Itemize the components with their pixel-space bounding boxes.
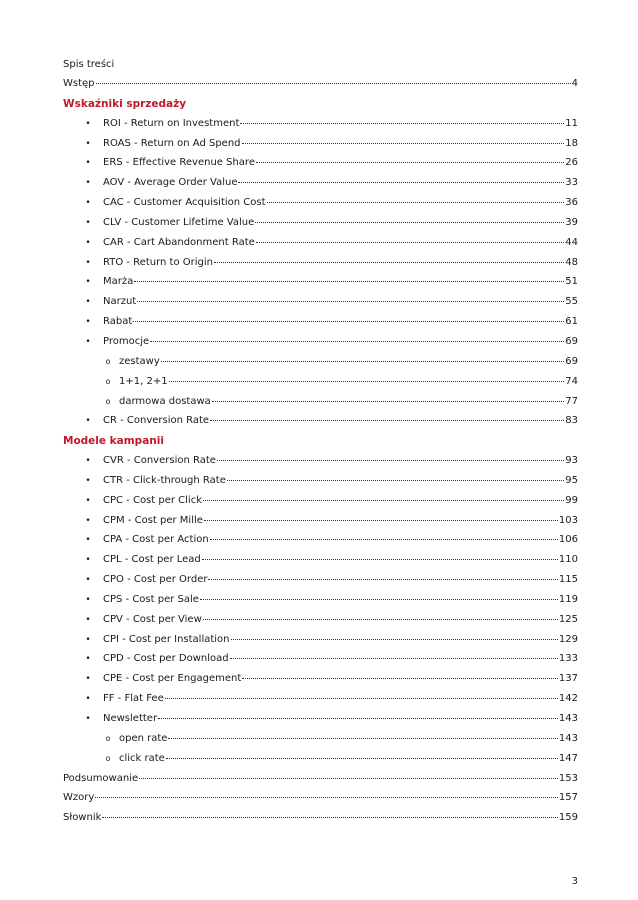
- toc-entry-label: CLV - Customer Lifetime Value: [103, 216, 255, 228]
- toc-entry-page: 106: [558, 534, 578, 546]
- bullet-icon: •: [85, 158, 91, 169]
- toc-entry-label: ROAS - Return on Ad Spend: [103, 137, 241, 149]
- toc-entry-label: FF - Flat Fee: [103, 693, 164, 705]
- toc-entry[interactable]: [63, 732, 578, 752]
- toc-entry[interactable]: [63, 196, 578, 216]
- toc-entry-page: 44: [565, 236, 578, 248]
- toc-entry[interactable]: [63, 117, 578, 137]
- toc-entry-label: darmowa dostawa: [119, 395, 211, 407]
- toc-entry[interactable]: [63, 692, 578, 712]
- bullet-icon: •: [85, 198, 91, 209]
- toc-entry-label: Marża: [103, 276, 134, 288]
- dot-leader: [242, 678, 558, 679]
- dot-leader: [210, 539, 558, 540]
- toc-entry[interactable]: [63, 553, 578, 573]
- toc-entry-page: 133: [558, 653, 578, 665]
- dot-leader: [133, 321, 564, 322]
- toc-entry-label: CTR - Click-through Rate: [103, 474, 226, 486]
- dot-leader: [203, 619, 558, 620]
- toc-entry-label: zestawy: [119, 355, 160, 367]
- toc-entry-page: 39: [565, 216, 578, 228]
- bullet-icon: •: [85, 714, 91, 724]
- dot-leader: [134, 281, 564, 282]
- bullet-icon: •: [85, 178, 91, 189]
- dot-leader: [202, 559, 558, 560]
- toc-entry-page: 103: [558, 514, 578, 526]
- toc-entry-page: 137: [558, 673, 578, 685]
- toc-entry-label: Newsletter: [103, 713, 158, 724]
- dot-leader: [165, 698, 558, 699]
- toc-section-heading: [63, 434, 578, 454]
- toc-entry-page: 147: [558, 752, 578, 764]
- toc-entry-label: CPV - Cost per View: [103, 613, 202, 625]
- bullet-icon: •: [85, 416, 91, 427]
- toc-entry[interactable]: [63, 77, 578, 97]
- bullet-icon: •: [85, 495, 91, 506]
- toc-entry-label: Podsumowanie: [63, 772, 139, 784]
- toc-entry-page: 159: [558, 812, 578, 824]
- toc-entry[interactable]: [63, 573, 578, 593]
- dot-leader: [200, 599, 558, 600]
- toc-entry[interactable]: [63, 454, 578, 474]
- toc-entry[interactable]: [63, 791, 578, 811]
- toc-entry[interactable]: [63, 216, 578, 236]
- toc-entry-label: CPS - Cost per Sale: [103, 593, 199, 605]
- toc-entry[interactable]: [63, 474, 578, 494]
- toc-entry[interactable]: [63, 236, 578, 256]
- toc-entry-label: CPL - Cost per Lead: [103, 554, 201, 566]
- toc-entry[interactable]: [63, 137, 578, 157]
- toc-entry-label: CPM - Cost per Mille: [103, 514, 203, 526]
- toc-entry-label: Wzory: [63, 792, 95, 804]
- bullet-icon: •: [85, 475, 91, 486]
- toc-entry-page: 143: [558, 732, 578, 744]
- toc-entry[interactable]: [63, 593, 578, 613]
- toc-title: Spis treści: [63, 59, 115, 70]
- toc-entry-label: CPA - Cost per Action: [103, 534, 209, 546]
- toc-entry-page: 51: [565, 276, 578, 288]
- bullet-icon: •: [85, 257, 91, 268]
- table-of-contents: [63, 77, 578, 831]
- toc-entry-label: CAC - Customer Acquisition Cost: [103, 197, 266, 209]
- dot-leader: [238, 182, 564, 183]
- toc-entry[interactable]: [63, 613, 578, 633]
- toc-entry-page: 95: [565, 474, 578, 486]
- bullet-icon: •: [85, 237, 91, 248]
- bullet-icon: •: [85, 535, 91, 546]
- circle-bullet-icon: o: [105, 376, 111, 386]
- toc-entry-page: 99: [565, 494, 578, 506]
- bullet-icon: •: [85, 575, 91, 586]
- dot-leader: [166, 758, 558, 759]
- toc-entry-page: 125: [558, 613, 578, 625]
- dot-leader: [203, 500, 564, 501]
- dot-leader: [210, 420, 564, 421]
- toc-entry-label: open rate: [119, 732, 168, 744]
- bullet-icon: •: [85, 515, 91, 526]
- toc-entry[interactable]: [63, 295, 578, 315]
- toc-entry[interactable]: [63, 395, 578, 415]
- bullet-icon: •: [85, 336, 91, 347]
- bullet-icon: •: [85, 297, 91, 308]
- dot-leader: [240, 123, 564, 124]
- toc-entry-page: 142: [558, 693, 578, 705]
- toc-entry-page: 36: [565, 197, 578, 209]
- toc-entry-label: CR - Conversion Rate: [103, 415, 210, 427]
- toc-entry-page: 26: [565, 157, 578, 169]
- toc-entry-page: 74: [565, 375, 578, 387]
- toc-entry-label: ROI - Return on Investment: [103, 117, 240, 129]
- dot-leader: [95, 797, 558, 798]
- section-label: Wskaźniki sprzedaży: [63, 97, 187, 110]
- toc-entry-label: CPI - Cost per Installation: [103, 633, 230, 645]
- toc-entry[interactable]: [63, 494, 578, 514]
- toc-entry[interactable]: [63, 176, 578, 196]
- toc-entry[interactable]: [63, 375, 578, 395]
- circle-bullet-icon: o: [105, 356, 111, 366]
- toc-entry[interactable]: [63, 772, 578, 792]
- toc-entry[interactable]: [63, 514, 578, 534]
- dot-leader: [267, 202, 565, 203]
- toc-entry-label: CPC - Cost per Click: [103, 494, 202, 506]
- bullet-icon: •: [85, 555, 91, 566]
- dot-leader: [168, 738, 557, 739]
- toc-entry-page: 119: [558, 593, 578, 605]
- toc-entry-page: 55: [565, 296, 578, 308]
- toc-entry[interactable]: [63, 652, 578, 672]
- toc-entry[interactable]: [63, 315, 578, 335]
- toc-entry-page: 77: [565, 395, 578, 407]
- bullet-icon: •: [85, 317, 91, 328]
- dot-leader: [230, 658, 558, 659]
- toc-entry-page: 61: [565, 316, 578, 328]
- toc-entry[interactable]: [63, 633, 578, 653]
- toc-entry-page: 18: [565, 137, 578, 149]
- toc-entry-page: 157: [558, 792, 578, 804]
- dot-leader: [102, 817, 558, 818]
- toc-entry-page: 33: [565, 177, 578, 189]
- dot-leader: [217, 460, 564, 461]
- dot-leader: [255, 222, 564, 223]
- toc-entry-label: CPO - Cost per Order: [103, 574, 208, 586]
- toc-entry[interactable]: [63, 355, 578, 375]
- toc-entry-label: Promocje: [103, 335, 150, 347]
- dot-leader: [169, 381, 565, 382]
- toc-entry[interactable]: [63, 256, 578, 276]
- toc-entry-label: CVR - Conversion Rate: [103, 455, 216, 467]
- toc-entry-page: 143: [558, 713, 578, 724]
- toc-entry-label: click rate: [119, 752, 165, 764]
- toc-entry[interactable]: [63, 811, 578, 831]
- toc-entry-label: Wstęp: [63, 78, 95, 89]
- dot-leader: [256, 162, 564, 163]
- toc-entry-page: 69: [565, 335, 578, 347]
- toc-entry[interactable]: [63, 414, 578, 434]
- toc-section-heading: [63, 97, 578, 117]
- toc-entry-page: 4: [571, 78, 578, 89]
- circle-bullet-icon: o: [105, 733, 111, 743]
- toc-entry-page: 129: [558, 633, 578, 645]
- dot-leader: [227, 480, 564, 481]
- bullet-icon: •: [85, 674, 91, 685]
- bullet-icon: •: [85, 694, 91, 705]
- toc-entry-label: CPE - Cost per Engagement: [103, 673, 242, 685]
- toc-entry-label: AOV - Average Order Value: [103, 177, 238, 189]
- toc-entry[interactable]: [63, 275, 578, 295]
- circle-bullet-icon: o: [105, 396, 111, 406]
- dot-leader: [96, 83, 571, 84]
- dot-leader: [231, 639, 558, 640]
- toc-entry[interactable]: [63, 533, 578, 553]
- bullet-icon: •: [85, 634, 91, 645]
- bullet-icon: •: [85, 594, 91, 605]
- toc-entry[interactable]: [63, 156, 578, 176]
- page-number: 3: [571, 876, 578, 887]
- bullet-icon: •: [85, 118, 91, 129]
- dot-leader: [242, 143, 565, 144]
- toc-entry-label: CPD - Cost per Download: [103, 653, 229, 665]
- toc-entry-label: Rabat: [103, 316, 133, 328]
- dot-leader: [212, 401, 564, 402]
- toc-entry-page: 93: [565, 455, 578, 467]
- toc-entry-page: 83: [565, 415, 578, 427]
- toc-entry-page: 115: [558, 574, 578, 586]
- toc-entry[interactable]: [63, 335, 578, 355]
- dot-leader: [161, 361, 565, 362]
- dot-leader: [214, 262, 564, 263]
- dot-leader: [137, 301, 564, 302]
- dot-leader: [139, 778, 558, 779]
- toc-entry-label: ERS - Effective Revenue Share: [103, 157, 255, 169]
- bullet-icon: •: [85, 217, 91, 228]
- toc-entry-page: 69: [565, 355, 578, 367]
- dot-leader: [256, 242, 564, 243]
- dot-leader: [150, 341, 564, 342]
- dot-leader: [208, 579, 557, 580]
- toc-entry-label: Narzut: [103, 296, 137, 308]
- bullet-icon: •: [85, 654, 91, 665]
- toc-entry-page: 11: [565, 117, 578, 129]
- toc-entry-page: 110: [558, 554, 578, 566]
- toc-entry[interactable]: [63, 672, 578, 692]
- dot-leader: [204, 520, 558, 521]
- bullet-icon: •: [85, 456, 91, 467]
- circle-bullet-icon: o: [105, 753, 111, 763]
- bullet-icon: •: [85, 277, 91, 288]
- bullet-icon: •: [85, 614, 91, 625]
- bullet-icon: •: [85, 138, 91, 149]
- toc-entry-label: RTO - Return to Origin: [103, 256, 213, 268]
- toc-entry[interactable]: [63, 712, 578, 732]
- toc-entry-page: 153: [558, 772, 578, 784]
- dot-leader: [158, 718, 558, 719]
- section-label: Modele kampanii: [63, 435, 164, 448]
- toc-entry-page: 48: [565, 256, 578, 268]
- toc-entry-label: 1+1, 2+1: [119, 375, 168, 387]
- toc-entry-label: Słownik: [63, 812, 102, 824]
- toc-entry[interactable]: [63, 752, 578, 772]
- toc-entry-label: CAR - Cart Abandonment Rate: [103, 236, 255, 248]
